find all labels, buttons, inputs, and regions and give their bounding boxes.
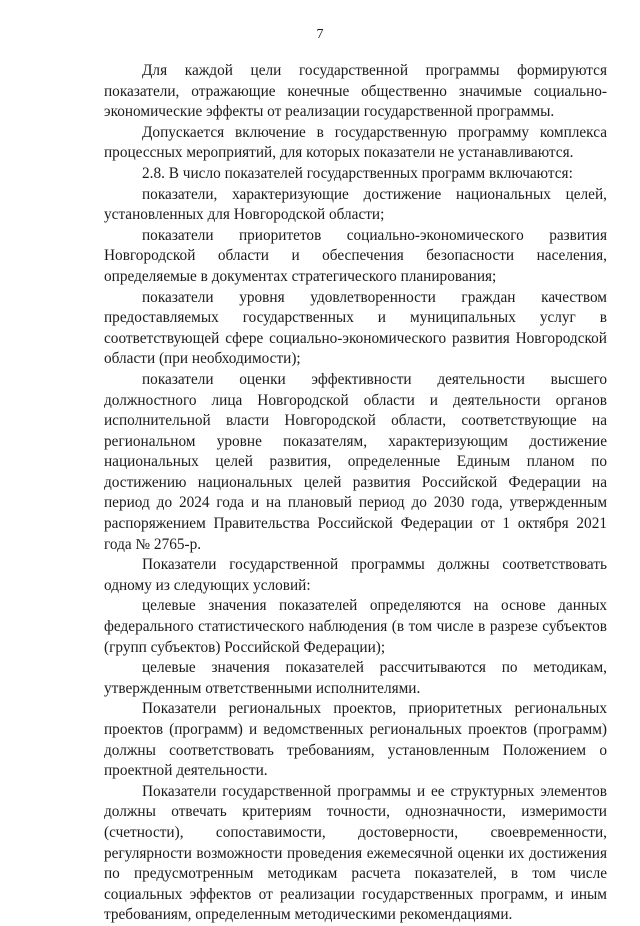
- paragraph: показатели оценки эффективности деятельности высшего должностного лица Новгородской области и деятельности органов исполнительной власти Новгородской области, соответствующие на региональном уровне показателям, характеризующим достижение национальных целей развития, определенные Единым планом по достижению национальных целей развития Российской Федерации на период до 2024 года и на плановый период до 2030 года, утвержденным распоряжением Правительства Российской Федерации от 1 октября 2021 года № 2765-р.: [104, 370, 607, 553]
- paragraph: показатели, характеризующие достижение национальных целей, установленных для Новгородской области;: [104, 185, 607, 224]
- paragraph: Допускается включение в государственную программу комплекса процессных мероприятий, для которых показатели не устанавливаются.: [104, 123, 607, 162]
- document-body: [104, 61, 607, 926]
- paragraph: 2.8. В число показателей государственных программ включаются:: [142, 164, 573, 182]
- page-number: 7: [316, 27, 324, 42]
- paragraph: Показатели государственной программы должны соответствовать одному из следующих условий:: [104, 556, 607, 594]
- paragraph: Показатели государственной программы и ее структурных элементов должны отвечать критериям точности, однозначности, измеримости (счетности), сопоставимости, достоверности, своевременности, регулярности возможности проведения ежемесячной оценки их достижения по предусмотренным методикам расчета показателей, в том числе социальных эффектов от реализации государственных программ, и иным требованиям, определенным методическими рекомендациями.: [104, 782, 607, 924]
- paragraph: показатели уровня удовлетворенности граждан качеством предоставляемых государственных и муниципальных услуг в соответствующей сфере социально-экономического развития Новгородской области (при необходимости);: [104, 288, 607, 368]
- paragraph: Показатели региональных проектов, приоритетных региональных проектов (программ) и ведомственных региональных проектов (программ) должны соответствовать требованиям, установленным Положением о проектной деятельности.: [104, 700, 607, 780]
- paragraph: целевые значения показателей определяются на основе данных федерального статистического наблюдения (в том числе в разрезе субъектов (групп субъектов) Российской Федерации);: [104, 597, 607, 656]
- paragraph: показатели приоритетов социально-экономического развития Новгородской области и обеспечения безопасности населения, определяемые в документах стратегического планирования;: [104, 226, 607, 285]
- paragraph: целевые значения показателей рассчитываются по методикам, утвержденным ответственными исполнителями.: [104, 659, 607, 697]
- paragraph: Для каждой цели государственной программы формируются показатели, отражающие конечные общественно значимые социально-экономические эффекты от реализации государственной программы.: [104, 62, 607, 121]
